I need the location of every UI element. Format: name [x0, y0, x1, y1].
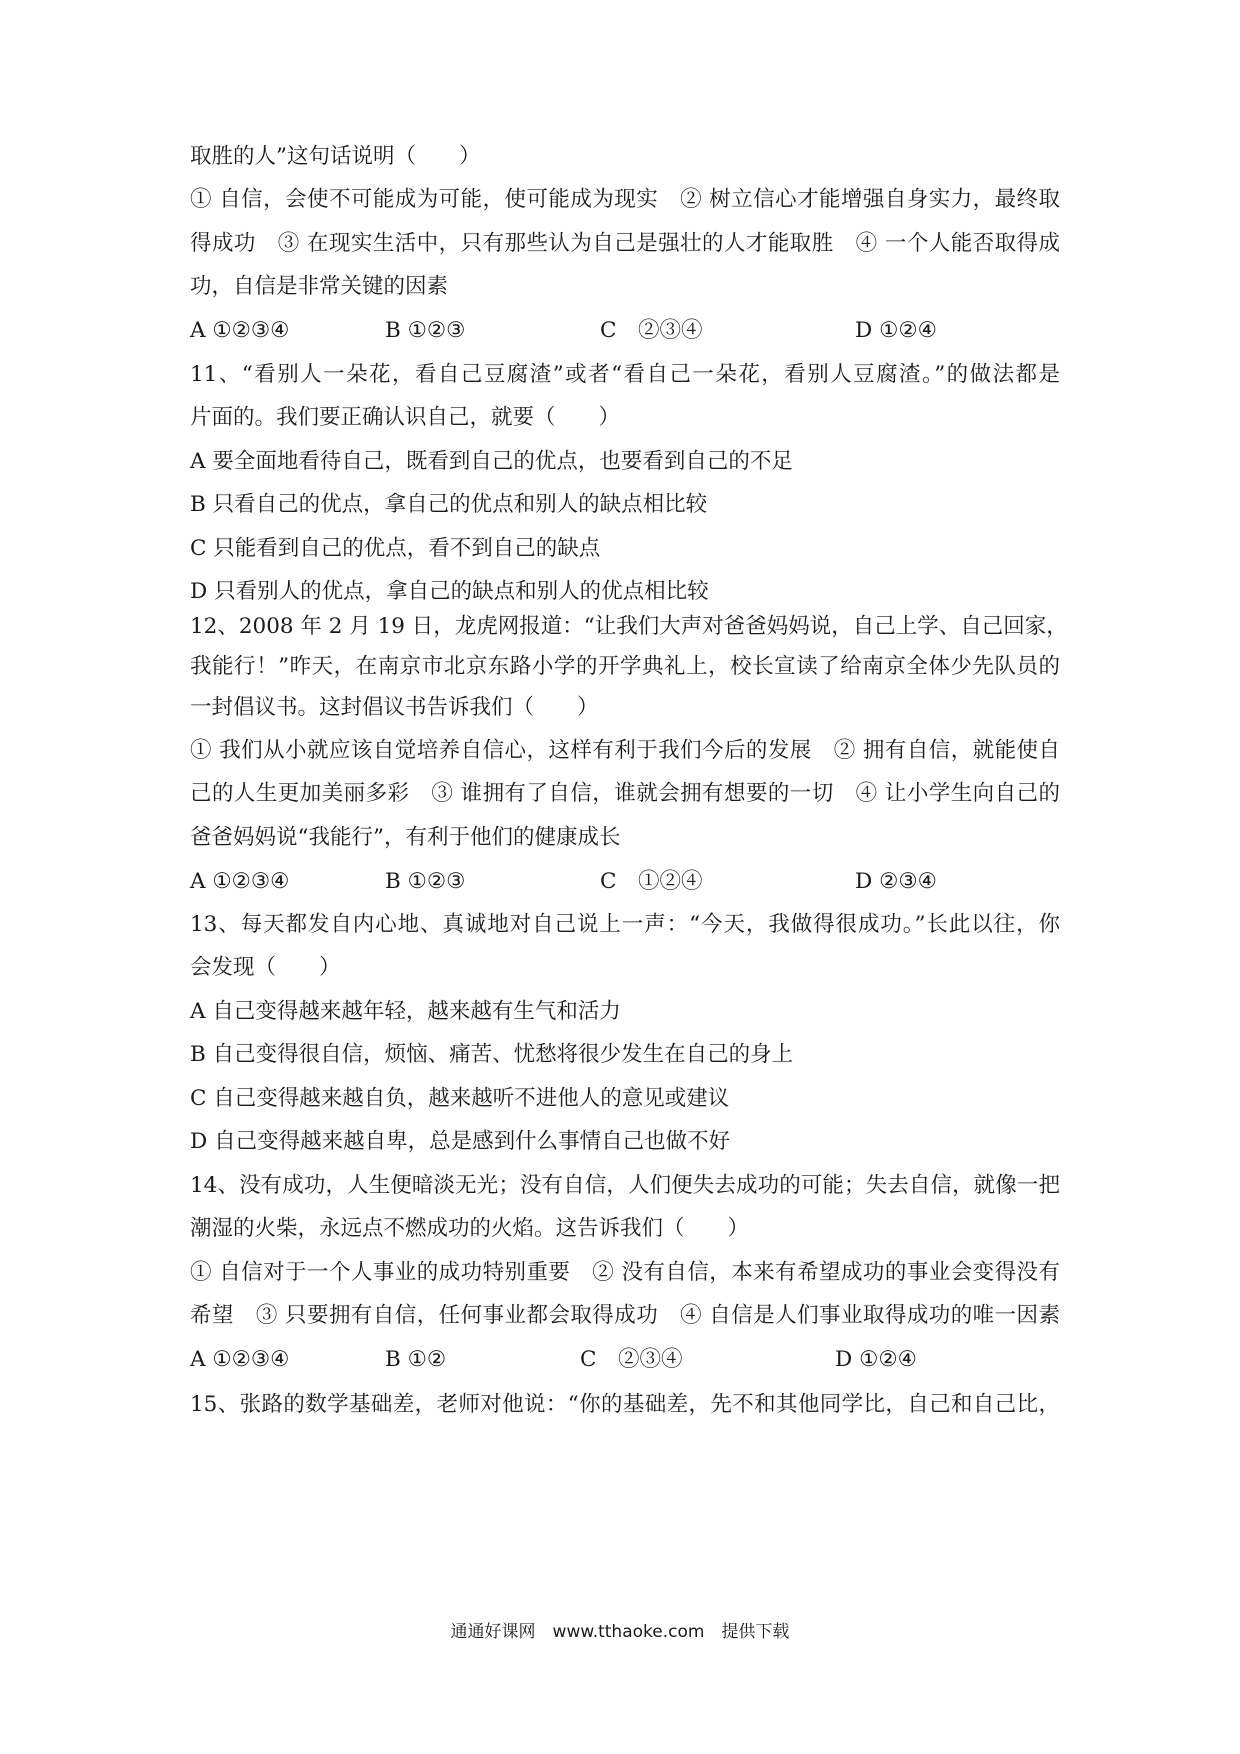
q14-statement-line: ① 自信对于一个人事业的成功特别重要 ② 没有自信，本来有希望成功的事业会变得没有 [190, 1260, 1060, 1285]
q14-option-d: D ①②④ [835, 1347, 917, 1372]
q11-choice-a: A 要全面地看待自己，既看到自己的优点，也要看到自己的不足 [190, 449, 793, 474]
q15-stem-line: 15、张路的数学基础差，老师对他说：“你的基础差，先不和其他同学比，自己和自己比， [190, 1392, 1060, 1417]
q11-choice-d: D 只看别人的优点，拿自己的缺点和别人的优点相比较 [190, 579, 709, 604]
q13-stem-line: 13、每天都发自内心地、真诚地对自己说上一声：“今天，我做得很成功。”长此以往，你 [190, 912, 1060, 937]
q12-option-b: B ①②③ [385, 869, 466, 894]
q13-choice-a: A 自己变得越来越年轻，越来越有生气和活力 [190, 999, 621, 1024]
q11-choice-c: C 只能看到自己的优点，看不到自己的缺点 [190, 536, 601, 561]
q13-choice-c: C 自己变得越来越自负，越来越听不进他人的意见或建议 [190, 1086, 730, 1111]
q10-statement-line: ① 自信，会使不可能成为可能，使可能成为现实 ② 树立信心才能增强自身实力，最终取 [190, 187, 1060, 212]
q10-options [190, 316, 1060, 346]
page-footer: 通通好课网 www.tthaoke.com 提供下载 [450, 1622, 790, 1642]
q12-option-c: C ①②④ [600, 869, 703, 894]
q14-stem-line: 潮湿的火柴，永远点不燃成功的火焰。这告诉我们（ ） [190, 1216, 750, 1241]
q12-stem-line: 一封倡议书。这封倡议书告诉我们（ ） [190, 695, 599, 720]
q12-option-a: A ①②③④ [190, 869, 290, 894]
q12-statement-line: ① 我们从小就应该自觉培养自信心，这样有利于我们今后的发展 ② 拥有自信，就能使自 [190, 738, 1060, 763]
q13-choice-d: D 自己变得越来越自卑，总是感到什么事情自己也做不好 [190, 1129, 731, 1154]
q14-option-b: B ①② [385, 1347, 447, 1372]
q14-option-c: C ②③④ [580, 1347, 683, 1372]
q11-stem-line: 11、“看别人一朵花，看自己豆腐渣”或者“看自己一朵花，看别人豆腐渣。”的做法都是 [190, 362, 1060, 387]
q14-option-a: A ①②③④ [190, 1347, 290, 1372]
q12-stem-line: 12、2008 年 2 月 19 日，龙虎网报道：“让我们大声对爸爸妈妈说，自己上学、自己回家， [190, 614, 1068, 639]
q12-stem-line: 我能行！”昨天，在南京市北京东路小学的开学典礼上，校长宣读了给南京全体少先队员的 [190, 654, 1060, 679]
q12-statement-line: 爸爸妈妈说“我能行”，有利于他们的健康成长 [190, 825, 621, 850]
q14-statement-line: 希望 ③ 只要拥有自信，任何事业都会取得成功 ④ 自信是人们事业取得成功的唯一因素 [190, 1303, 1060, 1328]
q13-choice-b: B 自己变得很自信，烦恼、痛苦、忧愁将很少发生在自己的身上 [190, 1042, 794, 1067]
q10-option-c: C ②③④ [600, 318, 703, 343]
q10-statement-line: 得成功 ③ 在现实生活中，只有那些认为自己是强壮的人才能取胜 ④ 一个人能否取得成 [190, 231, 1060, 256]
q10-option-b: B ①②③ [385, 318, 466, 343]
q11-stem-line: 片面的。我们要正确认识自己，就要（ ） [190, 405, 621, 430]
q10-stem-line: 取胜的人”这句话说明（ ） [190, 144, 481, 169]
q10-option-a: A ①②③④ [190, 318, 290, 343]
q13-stem-line: 会发现（ ） [190, 955, 341, 980]
q12-option-d: D ②③④ [855, 869, 937, 894]
q10-option-d: D ①②④ [855, 318, 937, 343]
q11-choice-b: B 只看自己的优点，拿自己的优点和别人的缺点相比较 [190, 492, 708, 517]
q10-statement-line: 功，自信是非常关键的因素 [190, 274, 449, 299]
q14-stem-line: 14、没有成功，人生便暗淡无光；没有自信，人们便失去成功的可能；失去自信，就像一把 [190, 1173, 1060, 1198]
q12-statement-line: 己的人生更加美丽多彩 ③ 谁拥有了自信，谁就会拥有想要的一切 ④ 让小学生向自己的 [190, 781, 1060, 806]
q12-options [190, 867, 1060, 897]
q14-options [190, 1345, 1060, 1375]
